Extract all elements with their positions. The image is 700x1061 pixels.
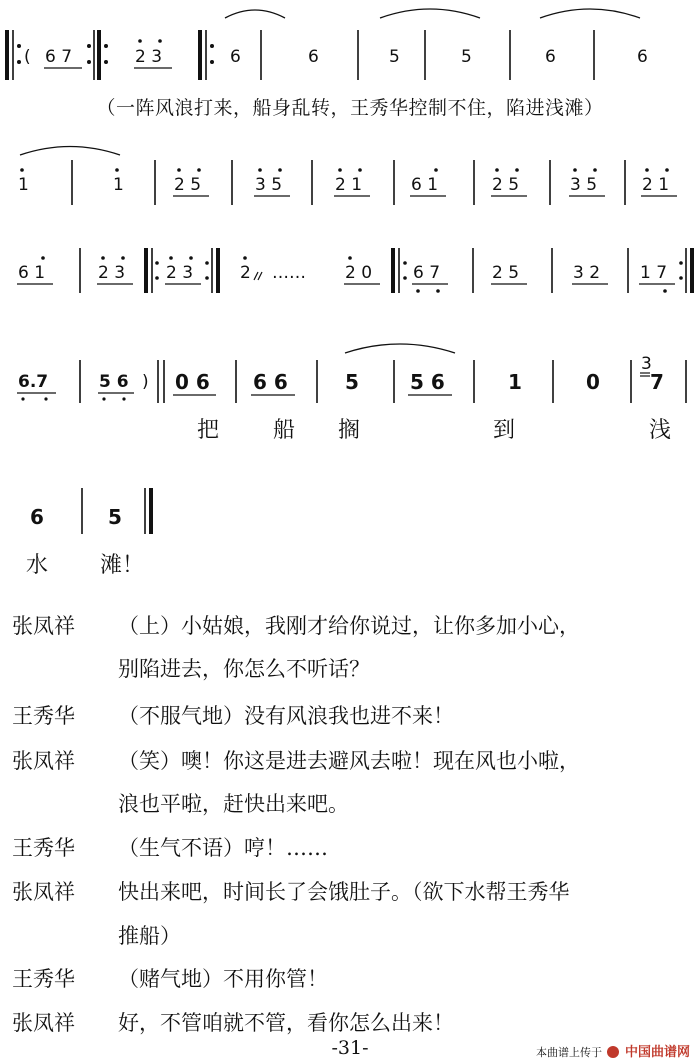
note-cell: 2 3 — [98, 263, 126, 283]
staff-row-3 — [0, 228, 700, 298]
note-cell: 2 3 — [135, 47, 163, 67]
speaker-name: 王秀华 — [12, 967, 75, 991]
staff-row-5 — [0, 470, 700, 540]
note-cell: 6 1 — [18, 263, 46, 283]
site-logo-icon — [607, 1046, 619, 1058]
note-cell: 5 6 — [410, 370, 445, 394]
note-cell: 2 0 — [345, 263, 373, 283]
stage-direction: （一阵风浪打来，船身乱转，王秀华控制不住，陷进浅滩） — [96, 97, 604, 119]
score-row-4 — [0, 325, 700, 450]
speaker-name: 王秀华 — [12, 704, 75, 728]
note-cell: 6 — [30, 505, 44, 529]
note-cell: 2 1 — [335, 175, 363, 195]
speech-line: （上）小姑娘，我刚才给你说过，让你多加小心， — [118, 614, 580, 638]
score-row-5 — [0, 470, 700, 580]
note-cell: 5 6 — [99, 372, 129, 392]
note-cell: 3 5 — [255, 175, 283, 195]
note-cell: 5 — [461, 47, 472, 67]
score-row-1 — [0, 0, 700, 80]
speech-line: （笑）噢！你这是进去避风去啦！现在风也小啦， — [118, 749, 580, 773]
lyric: 浅 — [649, 418, 672, 443]
note-cell: 6 — [308, 47, 319, 67]
note-cell: 7 — [650, 370, 664, 394]
note-cell: 5 — [108, 505, 122, 529]
note-cell: 2 5 — [492, 175, 520, 195]
speaker-name: 张凤祥 — [12, 614, 75, 638]
open-paren: ( — [24, 47, 31, 67]
note-cell: 6 6 — [253, 370, 288, 394]
note-cell: 6 — [637, 47, 648, 67]
score-row-2 — [0, 140, 700, 210]
note-cell: 2 1 — [642, 175, 670, 195]
note-cell: 5 — [345, 370, 359, 394]
note-cell: 2 3 — [166, 263, 194, 283]
note-cell: 6 — [230, 47, 241, 67]
note-cell: 2 — [240, 263, 251, 283]
speech-line: （不服气地）没有风浪我也进不来！ — [118, 704, 454, 728]
note-cell: 2 5 — [492, 263, 520, 283]
note-cell: 6 7 — [413, 263, 441, 283]
note-cell: 6 1 — [411, 175, 439, 195]
note-cell: 0 — [586, 370, 600, 394]
score-row-3 — [0, 228, 700, 298]
note-cell: 5 — [389, 47, 400, 67]
lyric: 水 — [26, 553, 49, 578]
speech-line: 浪也平啦，赶快出来吧。 — [118, 792, 349, 816]
lyric: 到 — [493, 418, 516, 443]
site-credit — [536, 1041, 690, 1060]
ellipsis: …… — [272, 263, 306, 283]
lyric: 把 — [197, 418, 220, 443]
page-number: -31- — [331, 1037, 369, 1059]
close-paren: ) — [142, 372, 149, 392]
speech-line: 好，不管咱就不管，看你怎么出来！ — [118, 1011, 454, 1035]
note-cell: 6 7 — [45, 47, 73, 67]
note-cell: 2 5 — [174, 175, 202, 195]
speech-line: （生气不语）哼！…… — [118, 836, 328, 860]
staff-row-2 — [0, 140, 700, 210]
speech-line: 推船） — [118, 924, 181, 948]
note-cell: 1 — [113, 175, 124, 195]
speech-line: （赌气地）不用你管！ — [118, 967, 328, 991]
note-cell: 6.7 — [18, 372, 49, 392]
note-cell: 1 — [18, 175, 29, 195]
note-cell: 0 6 — [175, 370, 210, 394]
note-cell: 1 — [508, 370, 522, 394]
note-cell: 3 2 — [573, 263, 601, 283]
lyric: 滩！ — [100, 553, 145, 578]
speaker-name: 张凤祥 — [12, 880, 75, 904]
credit-brand[interactable]: 中国曲谱网 — [624, 1045, 690, 1060]
note-cell: 6 — [545, 47, 556, 67]
speech-line: 别陷进去，你怎么不听话？ — [118, 657, 370, 681]
credit-prefix: 本曲谱上传于 — [535, 1046, 602, 1059]
staff-row-1 — [0, 0, 700, 80]
speaker-name: 张凤祥 — [12, 1011, 75, 1035]
speaker-name: 王秀华 — [12, 836, 75, 860]
note-cell: 3 5 — [570, 175, 598, 195]
lyric: 船 — [273, 418, 296, 443]
speech-line: 快出来吧，时间长了会饿肚子。（欲下水帮王秀华 — [118, 880, 570, 904]
staff-row-4 — [0, 325, 700, 405]
note-cell: 1 7 — [640, 263, 668, 283]
grace-note: 3 — [641, 354, 652, 374]
lyric: 搁 — [338, 418, 361, 443]
speaker-name: 张凤祥 — [12, 749, 75, 773]
